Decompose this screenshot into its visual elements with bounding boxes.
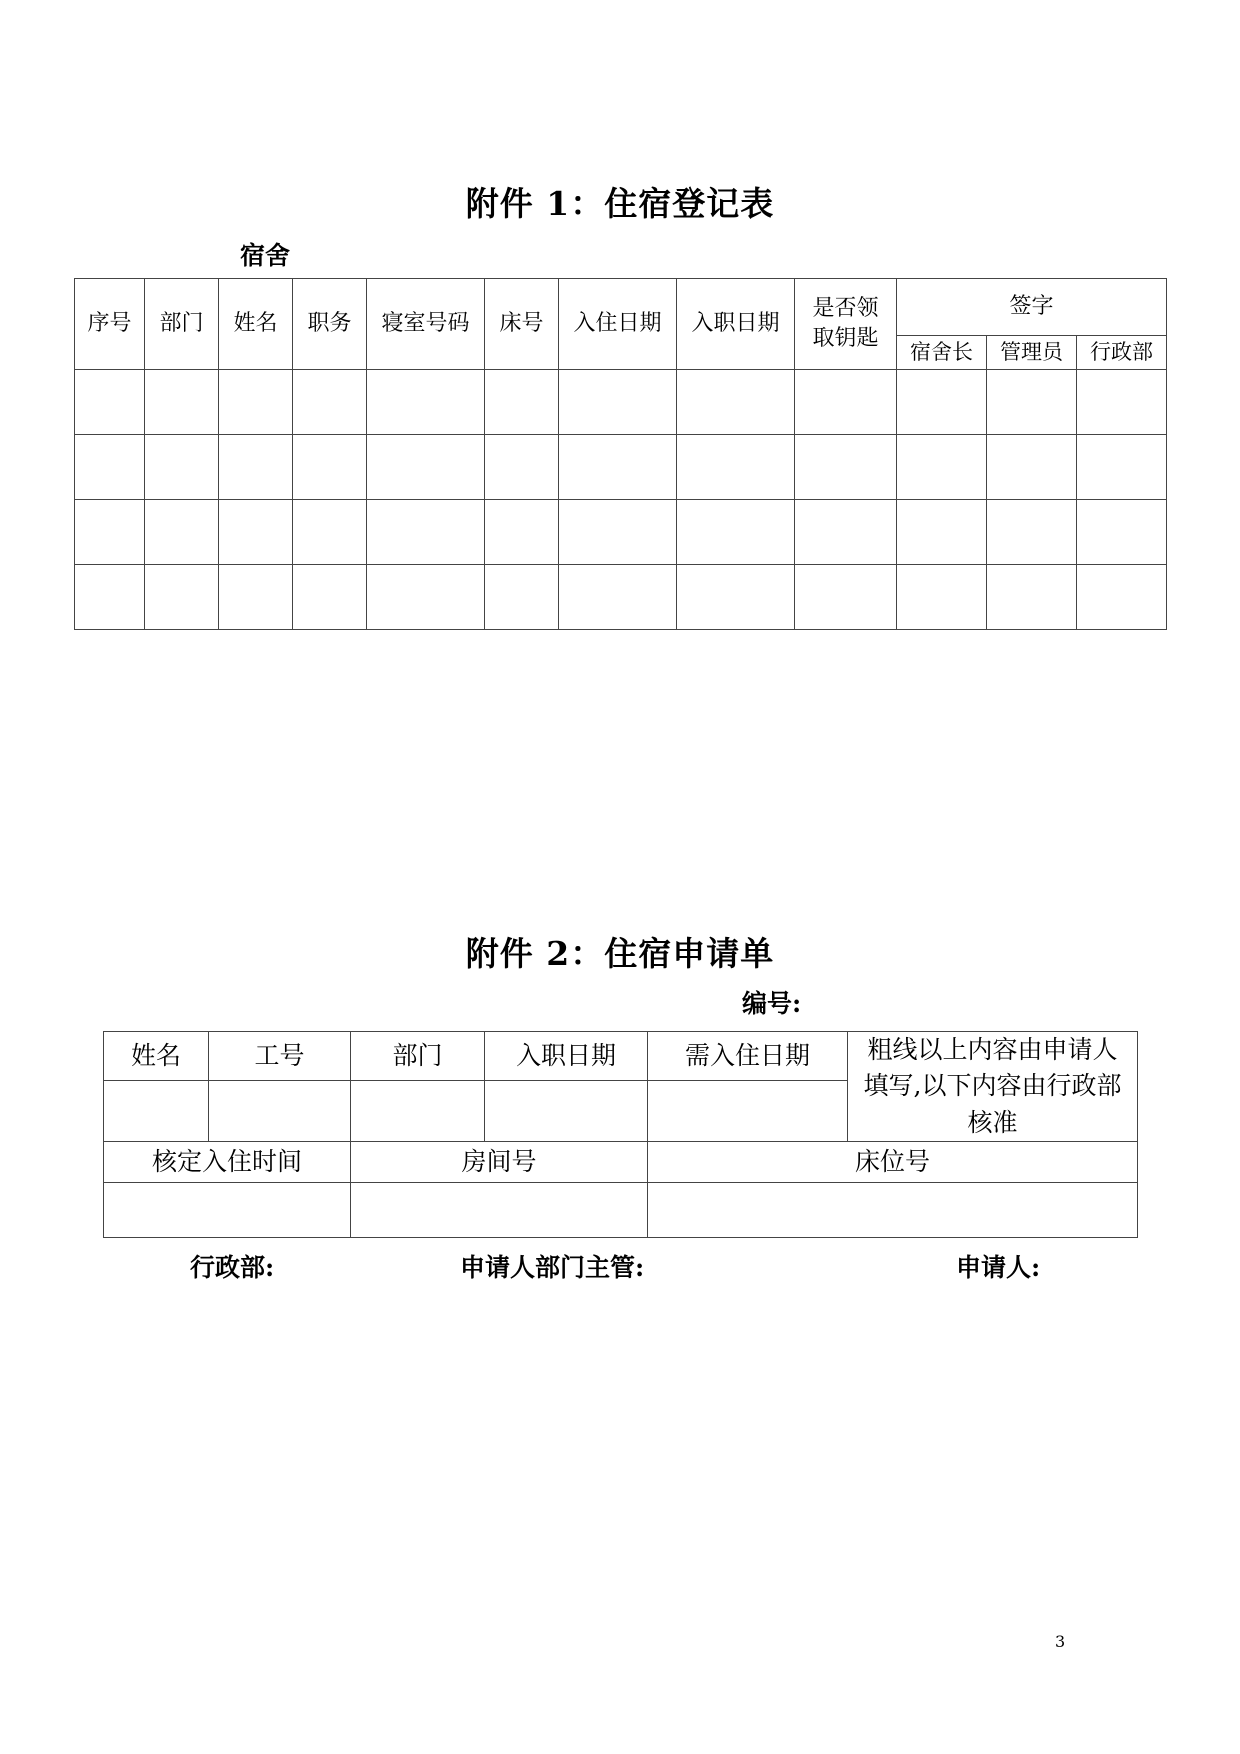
number-label: 编号: — [742, 989, 802, 1018]
dorm-label: 宿舍 — [240, 241, 291, 270]
header-required-checkin-date: 需入住日期 — [648, 1032, 848, 1081]
header-position: 职务 — [293, 279, 367, 370]
header-name: 姓名 — [219, 279, 293, 370]
header-approved-checkin-time: 核定入住时间 — [104, 1142, 351, 1183]
bed-number-field[interactable] — [648, 1183, 1138, 1238]
header-department: 部门 — [145, 279, 219, 370]
name-field[interactable] — [104, 1081, 209, 1142]
header-administrator: 管理员 — [987, 336, 1077, 370]
required-checkin-date-field[interactable] — [648, 1081, 848, 1142]
header-name: 姓名 — [104, 1032, 209, 1081]
hire-date-field[interactable] — [485, 1081, 648, 1142]
department-field[interactable] — [351, 1081, 485, 1142]
registration-table — [74, 278, 1167, 630]
signature-applicant: 申请人: — [956, 1253, 1041, 1282]
application-table — [103, 1031, 1138, 1238]
form1-title: 附件 1：住宿登记表 — [465, 184, 775, 223]
form2-title: 附件 2：住宿申请单 — [465, 934, 775, 973]
fill-instruction-note: 粗线以上内容由申请人填写,以下内容由行政部核准 — [848, 1032, 1138, 1142]
table-row — [75, 500, 1167, 565]
header-key-received: 是否领取钥匙 — [795, 279, 897, 370]
header-employee-id: 工号 — [209, 1032, 351, 1081]
header-room-number: 寝室号码 — [367, 279, 485, 370]
header-bed-number: 床位号 — [648, 1142, 1138, 1183]
header-checkin-date: 入住日期 — [559, 279, 677, 370]
table-row — [75, 435, 1167, 500]
signature-admin-dept: 行政部: — [190, 1253, 275, 1282]
header-dorm-head: 宿舍长 — [897, 336, 987, 370]
header-room-number: 房间号 — [351, 1142, 648, 1183]
review-input-row — [104, 1183, 1138, 1238]
header-hire-date: 入职日期 — [485, 1032, 648, 1081]
header-bed-number: 床号 — [485, 279, 559, 370]
approved-checkin-time-field[interactable] — [104, 1183, 351, 1238]
page-number: 3 — [1055, 1632, 1066, 1651]
header-serial: 序号 — [75, 279, 145, 370]
table-row — [75, 370, 1167, 435]
header-hire-date: 入职日期 — [677, 279, 795, 370]
header-admin-dept: 行政部 — [1077, 336, 1167, 370]
header-department: 部门 — [351, 1032, 485, 1081]
header-signature: 签字 — [897, 279, 1167, 336]
room-number-field[interactable] — [351, 1183, 648, 1238]
signature-dept-supervisor: 申请人部门主管: — [460, 1253, 645, 1282]
table-row — [75, 565, 1167, 630]
employee-id-field[interactable] — [209, 1081, 351, 1142]
